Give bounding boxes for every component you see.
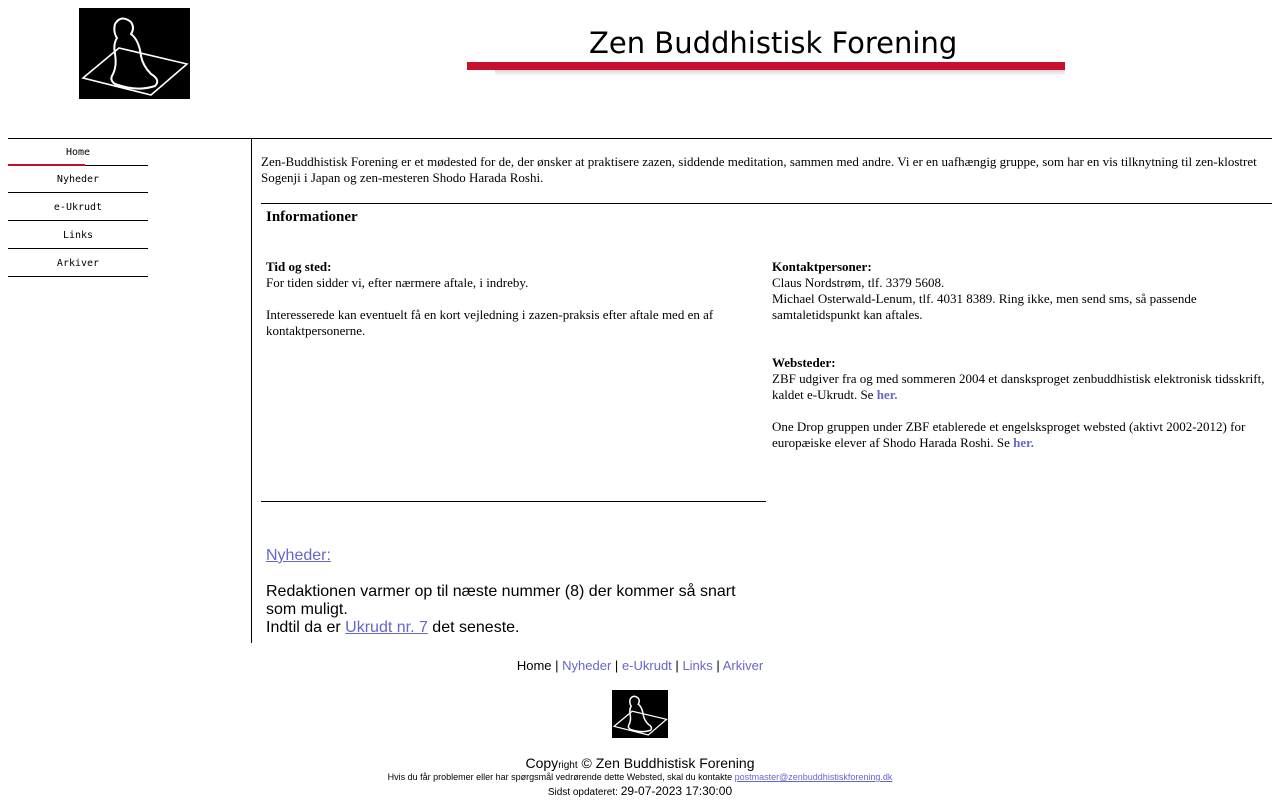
- sidebar-item-label: Links: [62, 230, 94, 241]
- sidebar-item-label: Arkiver: [56, 258, 100, 269]
- footer-nav: [0, 658, 1280, 673]
- intro-text: Zen-Buddhistisk Forening er et mødested for de, der ønsker at praktisere zazen, siddende meditation, sammen med andre. Vi er en uafhængig gruppe, som har en vis tilknytning til zen-klostret Sogenji i Japan og zen-mesteren Shodo Harada Roshi.: [261, 154, 1257, 185]
- one-drop-link[interactable]: [1013, 435, 1034, 450]
- ukrudt-7-link[interactable]: Ukrudt nr. 7: [345, 619, 428, 636]
- last-updated-label: Sidst opdateret:: [547, 787, 621, 798]
- banner-title: Zen Buddhistisk Forening: [589, 26, 958, 60]
- sidebar-item-arkiver[interactable]: [8, 251, 148, 277]
- link-label: her.: [1013, 435, 1034, 450]
- link-label: her.: [876, 387, 898, 402]
- time-place-section: [266, 259, 756, 339]
- meditating-figure-icon: [79, 8, 190, 99]
- time-place-line1: For tiden sidder vi, efter nærmere aftale, i indreby.: [266, 275, 529, 290]
- sidebar-item-links[interactable]: [8, 223, 148, 249]
- copyright-copy: Copy: [525, 755, 559, 771]
- footer-separator: |: [716, 658, 720, 673]
- footer-separator: |: [614, 658, 619, 673]
- news-section: [266, 547, 761, 637]
- footer-link-links[interactable]: Links: [682, 658, 713, 673]
- sidebar-item-home[interactable]: [8, 140, 148, 166]
- postmaster-email-link[interactable]: postmaster@zenbuddhistiskforening.dk: [734, 772, 893, 782]
- sidebar-item-label: Home: [65, 147, 91, 158]
- news-line2-pre: Indtil da er: [266, 619, 346, 636]
- time-place-line2: Interesserede kan eventuelt få en kort vejledning i zazen-praksis efter aftale med en af kontaktpersonerne.: [266, 307, 714, 338]
- nav-underline: [8, 192, 148, 193]
- site-banner: [465, 26, 1067, 80]
- site-logo[interactable]: [79, 8, 190, 99]
- news-line2-post: det seneste.: [427, 619, 520, 636]
- copyright-right: right: [558, 760, 578, 771]
- contacts-section: [772, 259, 1267, 451]
- sidebar-item-label: e-Ukrudt: [53, 202, 103, 213]
- last-updated: [0, 784, 1280, 798]
- e-ukrudt-link[interactable]: [877, 387, 898, 402]
- news-line1: Redaktionen varmer op til næste nummer (8) der kommer så snart som muligt.: [266, 583, 736, 618]
- last-updated-value: 29-07-2023 17:30:00: [620, 784, 733, 798]
- contacts-heading: Kontaktpersoner:: [772, 259, 872, 274]
- nav-underline: [8, 248, 148, 249]
- websites-para2: One Drop gruppen under ZBF etablerede et engelsksproget websted (aktivt 2002-2012) for europæiske elever af Shodo Harada Roshi. Se: [772, 419, 1246, 450]
- copyright-owner: © Zen Buddhistisk Forening: [577, 755, 755, 771]
- banner-red-bar: [467, 62, 1065, 70]
- info-divider: [261, 203, 1272, 204]
- header-divider: [8, 138, 1272, 139]
- footer-link-e-ukrudt[interactable]: e-Ukrudt: [621, 658, 672, 673]
- sidebar-item-label: Nyheder: [56, 174, 100, 185]
- news-divider: [261, 501, 766, 502]
- contact-notice: [0, 772, 1280, 782]
- sidebar-item-nyheder[interactable]: [8, 167, 148, 193]
- websites-para1: ZBF udgiver fra og med sommeren 2004 et dansksproget zenbuddhistisk elektronisk tidsskrift, kaldet e-Ukrudt. Se: [772, 371, 1265, 402]
- news-heading-link[interactable]: Nyheder:: [266, 547, 331, 564]
- footer-link-nyheder[interactable]: Nyheder: [562, 658, 612, 673]
- contacts-line1: Claus Nordstrøm, tlf. 3379 5608.: [772, 275, 945, 290]
- sidebar-item-e-ukrudt[interactable]: [8, 195, 148, 221]
- footer-logo: [612, 690, 668, 738]
- meditating-figure-icon: [612, 690, 668, 738]
- contact-notice-text: Hvis du får problemer eller har spørgsmål vedrørende dette Websted, skal du kontakte: [387, 772, 735, 782]
- footer-separator: |: [675, 658, 679, 673]
- time-place-heading: Tid og sted:: [266, 259, 332, 274]
- footer-home: Home: [516, 658, 552, 673]
- footer-separator: |: [555, 658, 559, 673]
- info-heading: Informationer: [266, 209, 358, 225]
- nav-underline: [8, 276, 148, 277]
- sidebar-divider: [251, 139, 252, 643]
- contacts-line2: Michael Osterwald-Lenum, tlf. 4031 8389. Ring ikke, men send sms, så passende samtaletidspunkt kan aftales.: [772, 291, 1197, 322]
- copyright: [0, 755, 1280, 771]
- footer-link-arkiver[interactable]: Arkiver: [722, 658, 764, 673]
- websites-heading: Websteder:: [772, 355, 836, 370]
- banner-shadow: [495, 70, 1065, 76]
- nav-active-indicator: [8, 164, 85, 166]
- nav-underline: [8, 220, 148, 221]
